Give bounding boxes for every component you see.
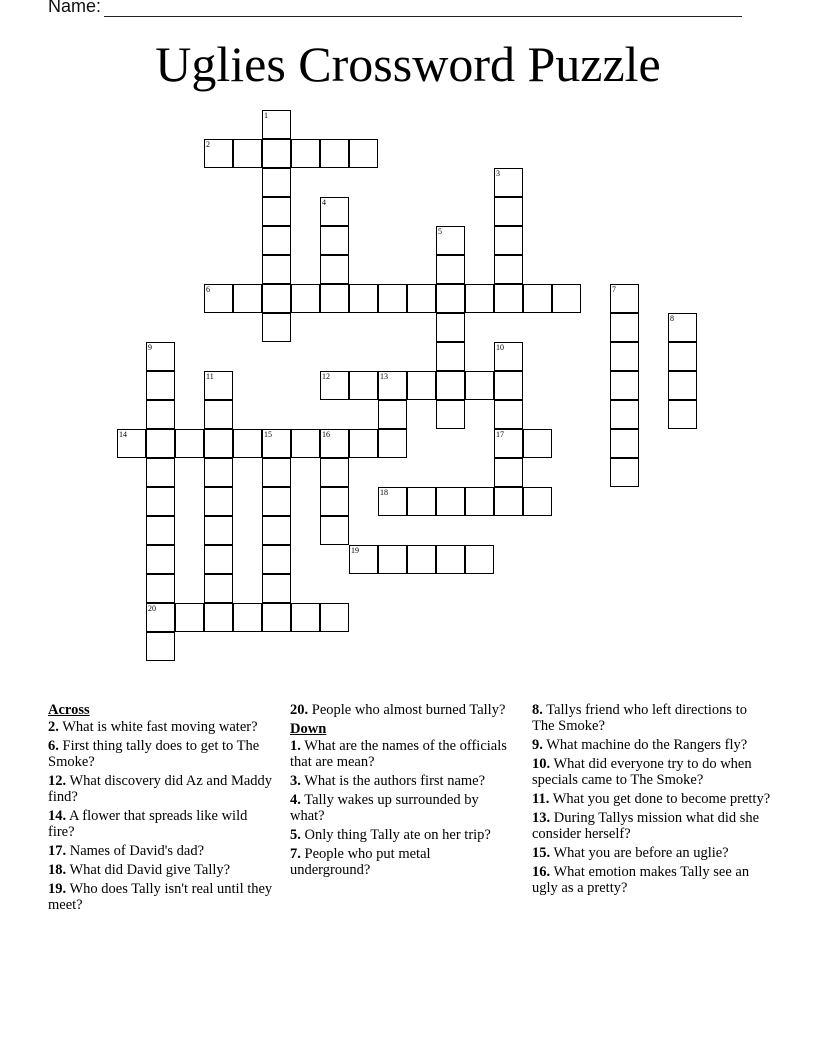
clue-number: 10 <box>496 343 504 352</box>
grid-cell[interactable] <box>262 574 291 603</box>
clue-number: 8 <box>670 314 674 323</box>
grid-cell[interactable] <box>552 284 581 313</box>
grid-cell[interactable] <box>436 313 465 342</box>
grid-cell[interactable] <box>291 139 320 168</box>
grid-cell[interactable] <box>320 255 349 284</box>
grid-cell[interactable] <box>262 458 291 487</box>
grid-cell[interactable] <box>146 400 175 429</box>
clue-across-20: 20. People who almost burned Tally? <box>290 702 506 718</box>
grid-cell[interactable] <box>436 545 465 574</box>
clue-number: 17 <box>496 430 504 439</box>
grid-cell[interactable] <box>146 487 175 516</box>
clue-across-18: 18. What did David give Tally? <box>48 862 231 878</box>
clue-number: 12 <box>322 372 330 381</box>
grid-cell[interactable] <box>262 226 291 255</box>
grid-cell[interactable] <box>349 371 378 400</box>
grid-cell[interactable] <box>262 603 291 632</box>
grid-cell[interactable] <box>233 603 262 632</box>
grid-cell[interactable] <box>668 371 697 400</box>
grid-cell[interactable] <box>320 487 349 516</box>
grid-cell[interactable] <box>523 284 552 313</box>
clue-number: 1 <box>264 111 268 120</box>
grid-cell[interactable] <box>320 516 349 545</box>
across-heading: Across <box>48 702 90 718</box>
grid-cell[interactable] <box>233 429 262 458</box>
down-heading: Down <box>290 721 327 737</box>
grid-cell[interactable] <box>262 284 291 313</box>
grid-cell[interactable] <box>407 371 436 400</box>
grid-cell[interactable] <box>494 400 523 429</box>
grid-cell[interactable] <box>378 487 407 516</box>
grid-cell[interactable] <box>146 574 175 603</box>
clue-down-11: 11. What you get done to become pretty? <box>532 791 771 807</box>
grid-cell[interactable] <box>320 429 349 458</box>
grid-cell[interactable] <box>291 284 320 313</box>
grid-cell[interactable] <box>610 429 639 458</box>
clues-column-1 <box>48 702 276 916</box>
clue-down-7: 7. People who put metal underground? <box>290 846 431 878</box>
grid-cell[interactable] <box>494 458 523 487</box>
grid-cell[interactable] <box>320 603 349 632</box>
clue-number: 5 <box>438 227 442 236</box>
grid-cell[interactable] <box>320 371 349 400</box>
grid-cell[interactable] <box>494 429 523 458</box>
grid-cell[interactable] <box>668 313 697 342</box>
grid-cell[interactable] <box>378 371 407 400</box>
grid-cell[interactable] <box>378 284 407 313</box>
clue-across-6: 6. First thing tally does to get to The Smoke? <box>48 738 260 770</box>
grid-cell[interactable] <box>436 400 465 429</box>
clue-number: 3 <box>496 169 500 178</box>
grid-cell[interactable] <box>204 516 233 545</box>
clue-down-1: 1. What are the names of the officials that are mean? <box>290 738 507 770</box>
grid-cell[interactable] <box>320 284 349 313</box>
grid-cell[interactable] <box>465 545 494 574</box>
grid-cell[interactable] <box>494 255 523 284</box>
grid-cell[interactable] <box>320 139 349 168</box>
grid-cell[interactable] <box>204 458 233 487</box>
grid-cell[interactable] <box>610 400 639 429</box>
grid-cell[interactable] <box>146 342 175 371</box>
grid-cell[interactable] <box>146 603 175 632</box>
grid-cell[interactable] <box>117 429 146 458</box>
grid-cell[interactable] <box>146 545 175 574</box>
grid-cell[interactable] <box>523 487 552 516</box>
grid-cell[interactable] <box>378 429 407 458</box>
grid-cell[interactable] <box>349 284 378 313</box>
grid-cell[interactable] <box>610 313 639 342</box>
grid-cell[interactable] <box>436 255 465 284</box>
grid-cell[interactable] <box>204 429 233 458</box>
grid-cell[interactable] <box>320 197 349 226</box>
clue-number: 4 <box>322 198 326 207</box>
grid-cell[interactable] <box>494 487 523 516</box>
grid-cell[interactable] <box>291 429 320 458</box>
grid-cell[interactable] <box>175 429 204 458</box>
grid-cell[interactable] <box>204 545 233 574</box>
grid-cell[interactable] <box>494 226 523 255</box>
clues-column-3 <box>532 702 772 899</box>
clue-number: 7 <box>612 285 616 294</box>
grid-cell[interactable] <box>146 632 175 661</box>
grid-cell[interactable] <box>349 545 378 574</box>
clue-across-17: 17. Names of David's dad? <box>48 843 205 859</box>
grid-cell[interactable] <box>378 545 407 574</box>
clue-down-3: 3. What is the authors first name? <box>290 773 486 789</box>
grid-cell[interactable] <box>668 400 697 429</box>
clues-column-2 <box>290 702 512 881</box>
grid-cell[interactable] <box>291 603 320 632</box>
grid-cell[interactable] <box>610 458 639 487</box>
name-label: Name: <box>48 0 102 16</box>
grid-cell[interactable] <box>436 487 465 516</box>
grid-cell[interactable] <box>494 284 523 313</box>
clue-number: 2 <box>206 140 210 149</box>
clue-number: 16 <box>322 430 330 439</box>
grid-cell[interactable] <box>262 197 291 226</box>
grid-cell[interactable] <box>146 516 175 545</box>
grid-cell[interactable] <box>233 284 262 313</box>
grid-cell[interactable] <box>204 400 233 429</box>
grid-cell[interactable] <box>262 313 291 342</box>
clue-down-10: 10. What did everyone try to do when specials came to The Smoke? <box>532 756 752 788</box>
grid-cell[interactable] <box>146 429 175 458</box>
grid-cell[interactable] <box>233 139 262 168</box>
grid-cell[interactable] <box>262 516 291 545</box>
grid-cell[interactable] <box>494 342 523 371</box>
clue-down-15: 15. What you are before an uglie? <box>532 845 729 861</box>
grid-cell[interactable] <box>494 197 523 226</box>
grid-cell[interactable] <box>204 487 233 516</box>
grid-cell[interactable] <box>262 429 291 458</box>
clue-number: 20 <box>148 604 156 613</box>
grid-cell[interactable] <box>349 429 378 458</box>
grid-cell[interactable] <box>204 284 233 313</box>
grid-cell[interactable] <box>320 458 349 487</box>
grid-cell[interactable] <box>349 139 378 168</box>
grid-cell[interactable] <box>436 342 465 371</box>
grid-cell[interactable] <box>494 168 523 197</box>
grid-cell[interactable] <box>320 226 349 255</box>
clue-number: 14 <box>119 430 127 439</box>
clue-across-19: 19. Who does Tally isn't real until they meet? <box>48 881 273 913</box>
grid-cell[interactable] <box>407 284 436 313</box>
grid-cell[interactable] <box>204 139 233 168</box>
clue-number: 6 <box>206 285 210 294</box>
clue-number: 13 <box>380 372 388 381</box>
grid-cell[interactable] <box>262 255 291 284</box>
grid-cell[interactable] <box>262 545 291 574</box>
grid-cell[interactable] <box>436 226 465 255</box>
clue-across-2: 2. What is white fast moving water? <box>48 719 258 735</box>
grid-cell[interactable] <box>668 342 697 371</box>
grid-cell[interactable] <box>378 400 407 429</box>
grid-cell[interactable] <box>610 371 639 400</box>
grid-cell[interactable] <box>262 487 291 516</box>
clue-down-8: 8. Tallys friend who left directions to The Smoke? <box>532 702 747 734</box>
clue-down-4: 4. Tally wakes up surrounded by what? <box>290 792 479 824</box>
clue-down-13: 13. During Tallys mission what did she consider herself? <box>532 810 760 842</box>
clue-number: 11 <box>206 372 214 381</box>
grid-cell[interactable] <box>407 487 436 516</box>
clue-down-9: 9. What machine do the Rangers fly? <box>532 737 748 753</box>
clue-across-14: 14. A flower that spreads like wild fire? <box>48 808 248 840</box>
grid-cell[interactable] <box>146 458 175 487</box>
grid-cell[interactable] <box>465 284 494 313</box>
grid-cell[interactable] <box>262 139 291 168</box>
grid-cell[interactable] <box>204 574 233 603</box>
clue-number: 19 <box>351 546 359 555</box>
grid-cell[interactable] <box>436 371 465 400</box>
grid-cell[interactable] <box>204 603 233 632</box>
grid-cell[interactable] <box>407 545 436 574</box>
page-title: Uglies Crossword Puzzle <box>155 36 661 92</box>
grid-cell[interactable] <box>465 487 494 516</box>
grid-cell[interactable] <box>262 110 291 139</box>
grid-cell[interactable] <box>436 284 465 313</box>
clue-across-12: 12. What discovery did Az and Maddy find? <box>48 773 273 805</box>
grid-cell[interactable] <box>523 429 552 458</box>
grid-cell[interactable] <box>610 342 639 371</box>
clue-down-16: 16. What emotion makes Tally see an ugly as a pretty? <box>532 864 750 896</box>
clue-number: 18 <box>380 488 388 497</box>
grid-cell[interactable] <box>465 371 494 400</box>
grid-cell[interactable] <box>146 371 175 400</box>
grid-cell[interactable] <box>262 168 291 197</box>
clue-number: 9 <box>148 343 152 352</box>
clue-down-5: 5. Only thing Tally ate on her trip? <box>290 827 491 843</box>
grid-cell[interactable] <box>494 371 523 400</box>
clue-number: 15 <box>264 430 272 439</box>
grid-cell[interactable] <box>175 603 204 632</box>
grid-cell[interactable] <box>204 371 233 400</box>
grid-cell[interactable] <box>610 284 639 313</box>
